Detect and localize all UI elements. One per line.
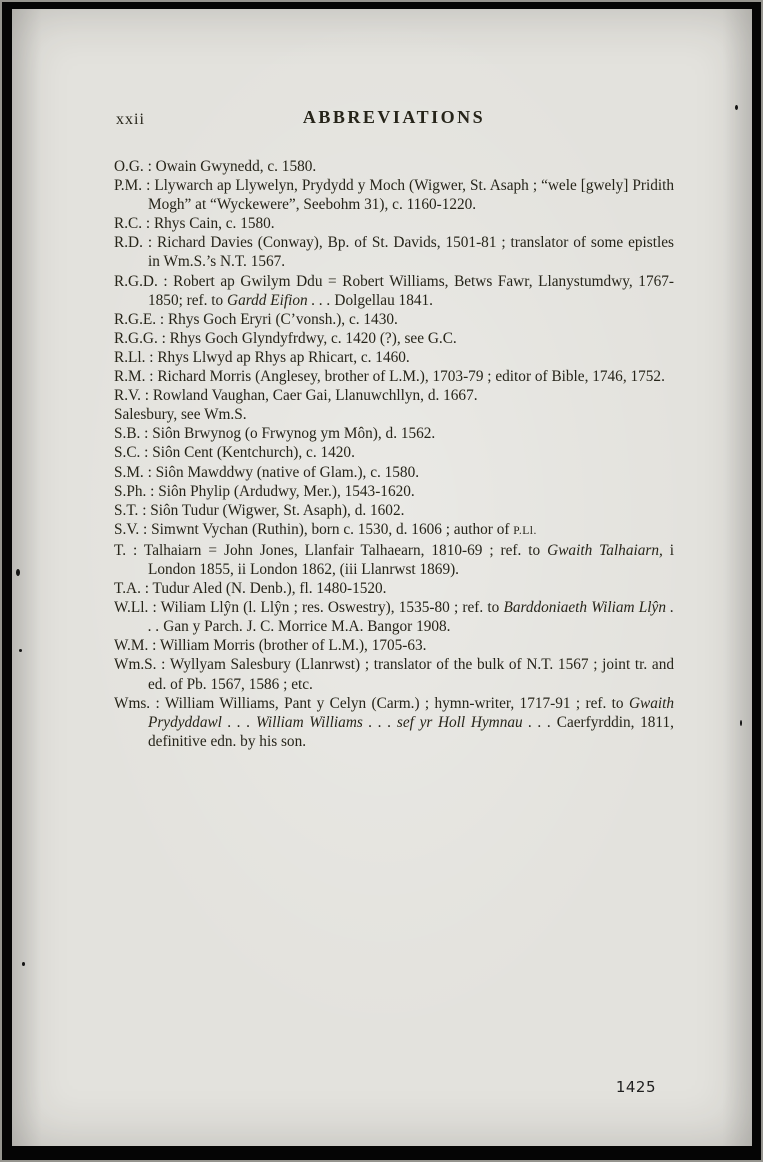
scan-artifact	[19, 649, 22, 652]
abbreviation-entry	[114, 214, 674, 233]
entry-text: Salesbury, see Wm.S.	[114, 406, 247, 424]
entry-text: S.C. : Siôn Cent (Kentchurch), c. 1420.	[114, 444, 355, 462]
stamp-number: 1425	[615, 1078, 656, 1096]
italic-work-title: Barddoniaeth Wiliam Llŷn . . .	[148, 599, 674, 636]
entry-text: R.G.E. : Rhys Goch Eryri (C’vonsh.), c. 1430.	[114, 310, 398, 328]
entry-text: S.B. : Siôn Brwynog (o Frwynog ym Môn), d. 1562.	[114, 425, 436, 443]
abbreviation-entry	[114, 463, 674, 482]
abbreviation-entry	[114, 157, 674, 176]
entry-text: W.M. : William Morris (brother of L.M.), 1705-63.	[114, 637, 427, 655]
entry-text: R.M. : Richard Morris (Anglesey, brother of L.M.), 1703-79 ; editor of Bible, 1746, 1752.	[114, 368, 665, 386]
paper	[12, 9, 752, 1146]
abbreviation-entry	[114, 176, 674, 214]
entry-text: P.M. : Llywarch ap Llywelyn, Prydydd y Moch (Wigwer, St. Asaph ; “wele [gwely] Pridith Mogh” at “Wyckewere”, Seebohm 31), c. 1160-1220.	[114, 177, 674, 214]
page-number: xxii	[116, 111, 145, 128]
abbreviation-entry	[114, 520, 674, 541]
scan-artifact	[735, 105, 738, 110]
scan-artifact	[16, 569, 20, 576]
page-header	[114, 107, 674, 133]
abbreviation-entry	[114, 443, 674, 462]
entry-text: R.G.D. : Robert ap Gwilym Ddu = Robert Williams, Betws Fawr, Llanystumdwy, 1767-1850; ref. to	[114, 272, 674, 309]
italic-work-title: Gwaith Prydyddawl . . . William Williams . . . sef yr Holl Hymnau . . .	[148, 694, 674, 731]
abbreviation-entry	[114, 598, 674, 636]
entry-text: R.Ll. : Rhys Llwyd ap Rhys ap Rhicart, c. 1460.	[114, 348, 410, 366]
entry-text: T.A. : Tudur Aled (N. Denb.), fl. 1480-1520.	[114, 580, 387, 598]
abbreviation-entry	[114, 367, 674, 386]
abbreviation-entry	[114, 386, 674, 405]
entry-text: R.V. : Rowland Vaughan, Caer Gai, Llanuwchllyn, d. 1667.	[114, 387, 478, 405]
abbreviation-entry	[114, 310, 674, 329]
entry-text: i London 1855, ii London 1862, (iii Llanrwst 1869).	[148, 541, 675, 578]
entry-text: O.G. : Owain Gwynedd, c. 1580.	[114, 158, 317, 175]
abbreviation-entry	[114, 636, 674, 655]
entry-text: S.T. : Siôn Tudur (Wigwer, St. Asaph), d. 1602.	[114, 501, 405, 519]
page-title: ABBREVIATIONS	[302, 107, 486, 127]
abbreviation-entry	[114, 694, 674, 751]
abbreviation-entry	[114, 501, 674, 520]
scan-artifact	[22, 962, 25, 966]
abbreviation-entry	[114, 424, 674, 443]
scan-artifact	[740, 720, 742, 726]
abbreviation-entry	[114, 348, 674, 367]
entry-text: Gan y Parch. J. C. Morrice M.A. Bangor 1908.	[159, 618, 451, 636]
entry-text: Wms. : William Williams, Pant y Celyn (Carm.) ; hymn-writer, 1717-91 ; ref. to	[114, 694, 629, 712]
entry-text: S.Ph. : Siôn Phylip (Ardudwy, Mer.), 1543-1620.	[114, 482, 415, 500]
italic-work-title: Gwaith Talhaiarn,	[547, 541, 663, 559]
abbreviation-entry	[114, 329, 674, 348]
small-caps-text: P.Ll.	[513, 524, 537, 537]
abbreviation-entry	[114, 579, 674, 598]
abbreviation-entry	[114, 272, 674, 310]
abbreviation-entry	[114, 655, 674, 693]
italic-work-title: Gardd Eifion . . .	[227, 291, 331, 309]
abbreviation-entry	[114, 405, 674, 424]
entry-text: S.M. : Siôn Mawddwy (native of Glam.), c. 1580.	[114, 463, 420, 481]
entry-text: R.D. : Richard Davies (Conway), Bp. of St. Davids, 1501-81 ; translator of some epistles in Wm.S.’s N.T. 1567.	[114, 234, 674, 271]
abbreviation-list	[114, 157, 674, 751]
entry-text: R.G.G. : Rhys Goch Glyndyfrdwy, c. 1420 (?), see G.C.	[114, 329, 457, 347]
entry-text: W.Ll. : Wiliam Llŷn (l. Llŷn ; res. Oswestry), 1535-80 ; ref. to	[114, 599, 504, 617]
entry-text: T. : Talhaiarn = John Jones, Llanfair Talhaearn, 1810-69 ; ref. to	[114, 541, 548, 559]
entry-text: S.V. : Simwnt Vychan (Ruthin), born c. 1530, d. 1606 ; author of	[114, 520, 514, 538]
entry-text: Wm.S. : Wyllyam Salesbury (Llanrwst) ; translator of the bulk of N.T. 1567 ; joint tr. and ed. of Pb. 1567, 1586 ; etc.	[114, 656, 674, 693]
abbreviation-entry	[114, 482, 674, 501]
abbreviation-entry	[114, 541, 674, 579]
entry-text: Caerfyrddin, 1811, definitive edn. by his son.	[148, 713, 674, 750]
entry-text: Dolgellau 1841.	[330, 291, 433, 309]
entry-text: R.C. : Rhys Cain, c. 1580.	[114, 215, 275, 233]
abbreviation-entry	[114, 233, 674, 271]
